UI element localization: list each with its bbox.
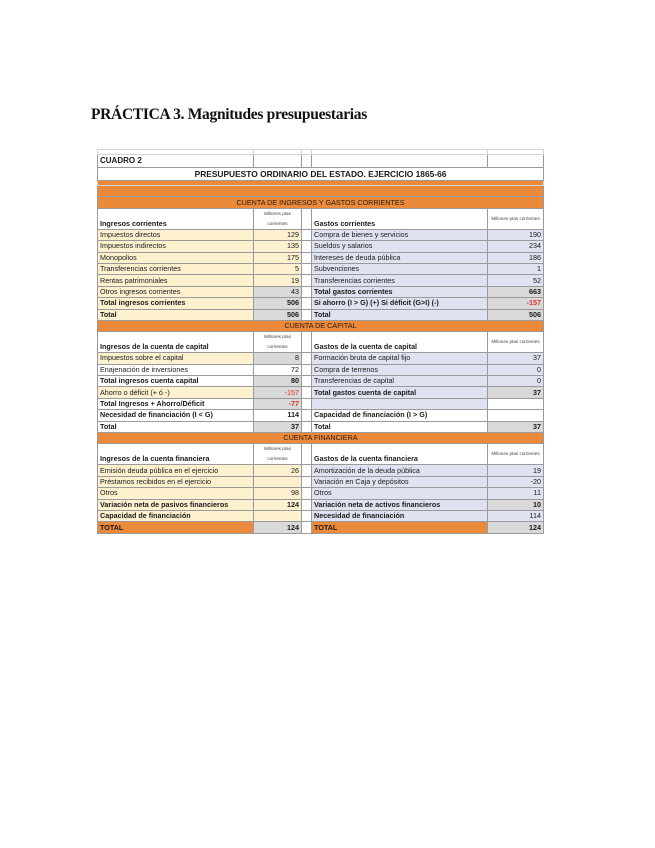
table-row	[98, 252, 544, 263]
orange-band-row	[98, 186, 544, 197]
right-column-header: Gastos de la cuenta de capital	[312, 332, 488, 353]
column-gap	[302, 421, 312, 432]
income-item-label: Transferencias corrientes	[98, 263, 254, 274]
expense-item-value: 37	[488, 387, 544, 398]
expense-item-value: 52	[488, 275, 544, 286]
table-row	[98, 309, 544, 320]
expense-item-value: 190	[488, 229, 544, 240]
income-item-value: 124	[254, 522, 302, 533]
income-item-value: 37	[254, 421, 302, 432]
unit-label: Millones ptas corrientes	[254, 444, 302, 465]
column-gap	[302, 499, 312, 510]
section-title-row	[98, 197, 544, 208]
expense-item-label: Transferencias de capital	[312, 376, 488, 387]
column-gap	[302, 353, 312, 364]
column-gap	[302, 510, 312, 521]
expense-item-value: 0	[488, 364, 544, 375]
income-item-label: Total	[98, 309, 254, 320]
section-title: CUENTA DE CAPITAL	[98, 320, 544, 331]
column-gap	[302, 229, 312, 240]
expense-item-label: Total	[312, 421, 488, 432]
table-row	[98, 522, 544, 533]
table-row	[98, 465, 544, 476]
income-item-label: Total Ingresos + Ahorro/Déficit	[98, 398, 254, 409]
column-gap	[302, 309, 312, 320]
column-gap	[302, 332, 312, 353]
left-column-header: Ingresos de la cuenta financiera	[98, 444, 254, 465]
income-item-label: Rentas patrimoniales	[98, 275, 254, 286]
section-header-row	[98, 332, 544, 353]
column-gap	[302, 275, 312, 286]
budget-table	[97, 149, 544, 534]
table-row	[98, 364, 544, 375]
table-row	[98, 499, 544, 510]
expense-item-value: 19	[488, 465, 544, 476]
cuadro-label: CUADRO 2	[98, 155, 254, 168]
expense-item-label: Transferencias corrientes	[312, 275, 488, 286]
income-item-label: Emisión deuda pública en el ejercicio	[98, 465, 254, 476]
table-row	[98, 353, 544, 364]
income-item-label: TOTAL	[98, 522, 254, 533]
income-item-value: 129	[254, 229, 302, 240]
income-item-value: 175	[254, 252, 302, 263]
left-column-header: Ingresos corrientes	[98, 208, 254, 229]
column-gap	[302, 263, 312, 274]
income-item-value: 26	[254, 465, 302, 476]
column-gap	[302, 444, 312, 465]
section-title-row	[98, 320, 544, 331]
column-gap	[302, 410, 312, 421]
expense-item-value	[488, 398, 544, 409]
expense-item-label: Formación bruta de capital fijo	[312, 353, 488, 364]
expense-item-label: Variación en Caja y depósitos	[312, 476, 488, 487]
income-item-value: 506	[254, 298, 302, 309]
income-item-value: -157	[254, 387, 302, 398]
column-gap	[302, 252, 312, 263]
expense-item-value: 663	[488, 286, 544, 297]
income-item-label: Enajenación de inversiones	[98, 364, 254, 375]
expense-item-value: 0	[488, 376, 544, 387]
income-item-label: Total ingresos corrientes	[98, 298, 254, 309]
expense-item-label: TOTAL	[312, 522, 488, 533]
expense-item-label: Si ahorro (I > G) (+) Si déficit (G>I) (-)	[312, 298, 488, 309]
unit-label: Millones ptas corrientes	[254, 208, 302, 229]
income-item-value: 72	[254, 364, 302, 375]
column-gap	[302, 298, 312, 309]
income-item-value: 506	[254, 309, 302, 320]
expense-item-value: 234	[488, 241, 544, 252]
income-item-value: 114	[254, 410, 302, 421]
expense-item-label: Capacidad de financiación (I > G)	[312, 410, 488, 421]
expense-item-label: Sueldos y salarios	[312, 241, 488, 252]
table-row	[98, 398, 544, 409]
unit-label: Millones ptas corrientes	[488, 332, 544, 353]
unit-label: Millones ptas corrientes	[488, 444, 544, 465]
income-item-value: 8	[254, 353, 302, 364]
income-item-label: Monopolios	[98, 252, 254, 263]
income-item-value: 124	[254, 499, 302, 510]
expense-item-label: Total gastos corrientes	[312, 286, 488, 297]
left-column-header: Ingresos de la cuenta de capital	[98, 332, 254, 353]
table-row	[98, 263, 544, 274]
expense-item-label: Total gastos cuenta de capital	[312, 387, 488, 398]
column-gap	[302, 376, 312, 387]
section-header-row	[98, 208, 544, 229]
expense-item-label: Otros	[312, 488, 488, 499]
column-gap	[302, 522, 312, 533]
column-gap	[302, 364, 312, 375]
income-item-label: Ahorro o déficit (+ ó -)	[98, 387, 254, 398]
expense-item-value: 37	[488, 353, 544, 364]
column-gap	[302, 241, 312, 252]
expense-item-label: Compra de terrenos	[312, 364, 488, 375]
income-item-label: Total	[98, 421, 254, 432]
income-item-value	[254, 510, 302, 521]
expense-item-value: 506	[488, 309, 544, 320]
income-item-label: Otros ingresos corrientes	[98, 286, 254, 297]
page-title: PRÁCTICA 3. Magnitudes presupuestarias	[91, 106, 367, 123]
column-gap	[302, 488, 312, 499]
main-title-row	[98, 168, 544, 181]
expense-item-value	[488, 410, 544, 421]
expense-item-label: Subvenciones	[312, 263, 488, 274]
income-item-label: Otros	[98, 488, 254, 499]
expense-item-value: 124	[488, 522, 544, 533]
table-row	[98, 376, 544, 387]
section-title-row	[98, 433, 544, 444]
main-title: PRESUPUESTO ORDINARIO DEL ESTADO. EJERCICIO 1865-66	[98, 168, 544, 181]
expense-item-value: -157	[488, 298, 544, 309]
table-row	[98, 298, 544, 309]
section-title: CUENTA FINANCIERA	[98, 433, 544, 444]
income-item-value: 80	[254, 376, 302, 387]
expense-item-label: Compra de bienes y servicios	[312, 229, 488, 240]
expense-item-value: 186	[488, 252, 544, 263]
income-item-label: Total ingresos cuenta capital	[98, 376, 254, 387]
income-item-value: 5	[254, 263, 302, 274]
column-gap	[302, 286, 312, 297]
table-row	[98, 488, 544, 499]
income-item-value: 98	[254, 488, 302, 499]
expense-item-label: Intereses de deuda pública	[312, 252, 488, 263]
expense-item-value: 11	[488, 488, 544, 499]
table-row	[98, 510, 544, 521]
income-item-label: Impuestos sobre el capital	[98, 353, 254, 364]
income-item-label: Necesidad de financiación (I < G)	[98, 410, 254, 421]
table-row	[98, 286, 544, 297]
income-item-label: Capacidad de financiación	[98, 510, 254, 521]
income-item-label: Préstamos recibidos en el ejercicio	[98, 476, 254, 487]
table-row	[98, 421, 544, 432]
expense-item-label: Necesidad de financiación	[312, 510, 488, 521]
income-item-value: 19	[254, 275, 302, 286]
column-gap	[302, 465, 312, 476]
income-item-label: Impuestos indirectos	[98, 241, 254, 252]
expense-item-value: 114	[488, 510, 544, 521]
right-column-header: Gastos de la cuenta financiera	[312, 444, 488, 465]
income-item-value: 135	[254, 241, 302, 252]
expense-item-label: Variación neta de activos financieros	[312, 499, 488, 510]
column-gap	[302, 398, 312, 409]
table-row	[98, 275, 544, 286]
income-item-value: 43	[254, 286, 302, 297]
income-item-label: Variación neta de pasivos financieros	[98, 499, 254, 510]
income-item-value	[254, 476, 302, 487]
expense-item-label: Total	[312, 309, 488, 320]
income-item-label: Impuestos directos	[98, 229, 254, 240]
section-title: CUENTA DE INGRESOS Y GASTOS CORRIENTES	[98, 197, 544, 208]
expense-item-value: 1	[488, 263, 544, 274]
column-gap	[302, 208, 312, 229]
table-row	[98, 387, 544, 398]
cuadro-row	[98, 155, 544, 168]
table-row	[98, 229, 544, 240]
expense-item-label	[312, 398, 488, 409]
unit-label: Millones ptas corrientes	[254, 332, 302, 353]
table-row	[98, 476, 544, 487]
unit-label: Millones ptas corrientes	[488, 208, 544, 229]
expense-item-label: Amortización de la deuda pública	[312, 465, 488, 476]
table-row	[98, 410, 544, 421]
section-header-row	[98, 444, 544, 465]
column-gap	[302, 476, 312, 487]
column-gap	[302, 387, 312, 398]
expense-item-value: -20	[488, 476, 544, 487]
income-item-value: -77	[254, 398, 302, 409]
expense-item-value: 10	[488, 499, 544, 510]
table-row	[98, 241, 544, 252]
expense-item-value: 37	[488, 421, 544, 432]
right-column-header: Gastos corrientes	[312, 208, 488, 229]
orange-band	[98, 186, 544, 197]
